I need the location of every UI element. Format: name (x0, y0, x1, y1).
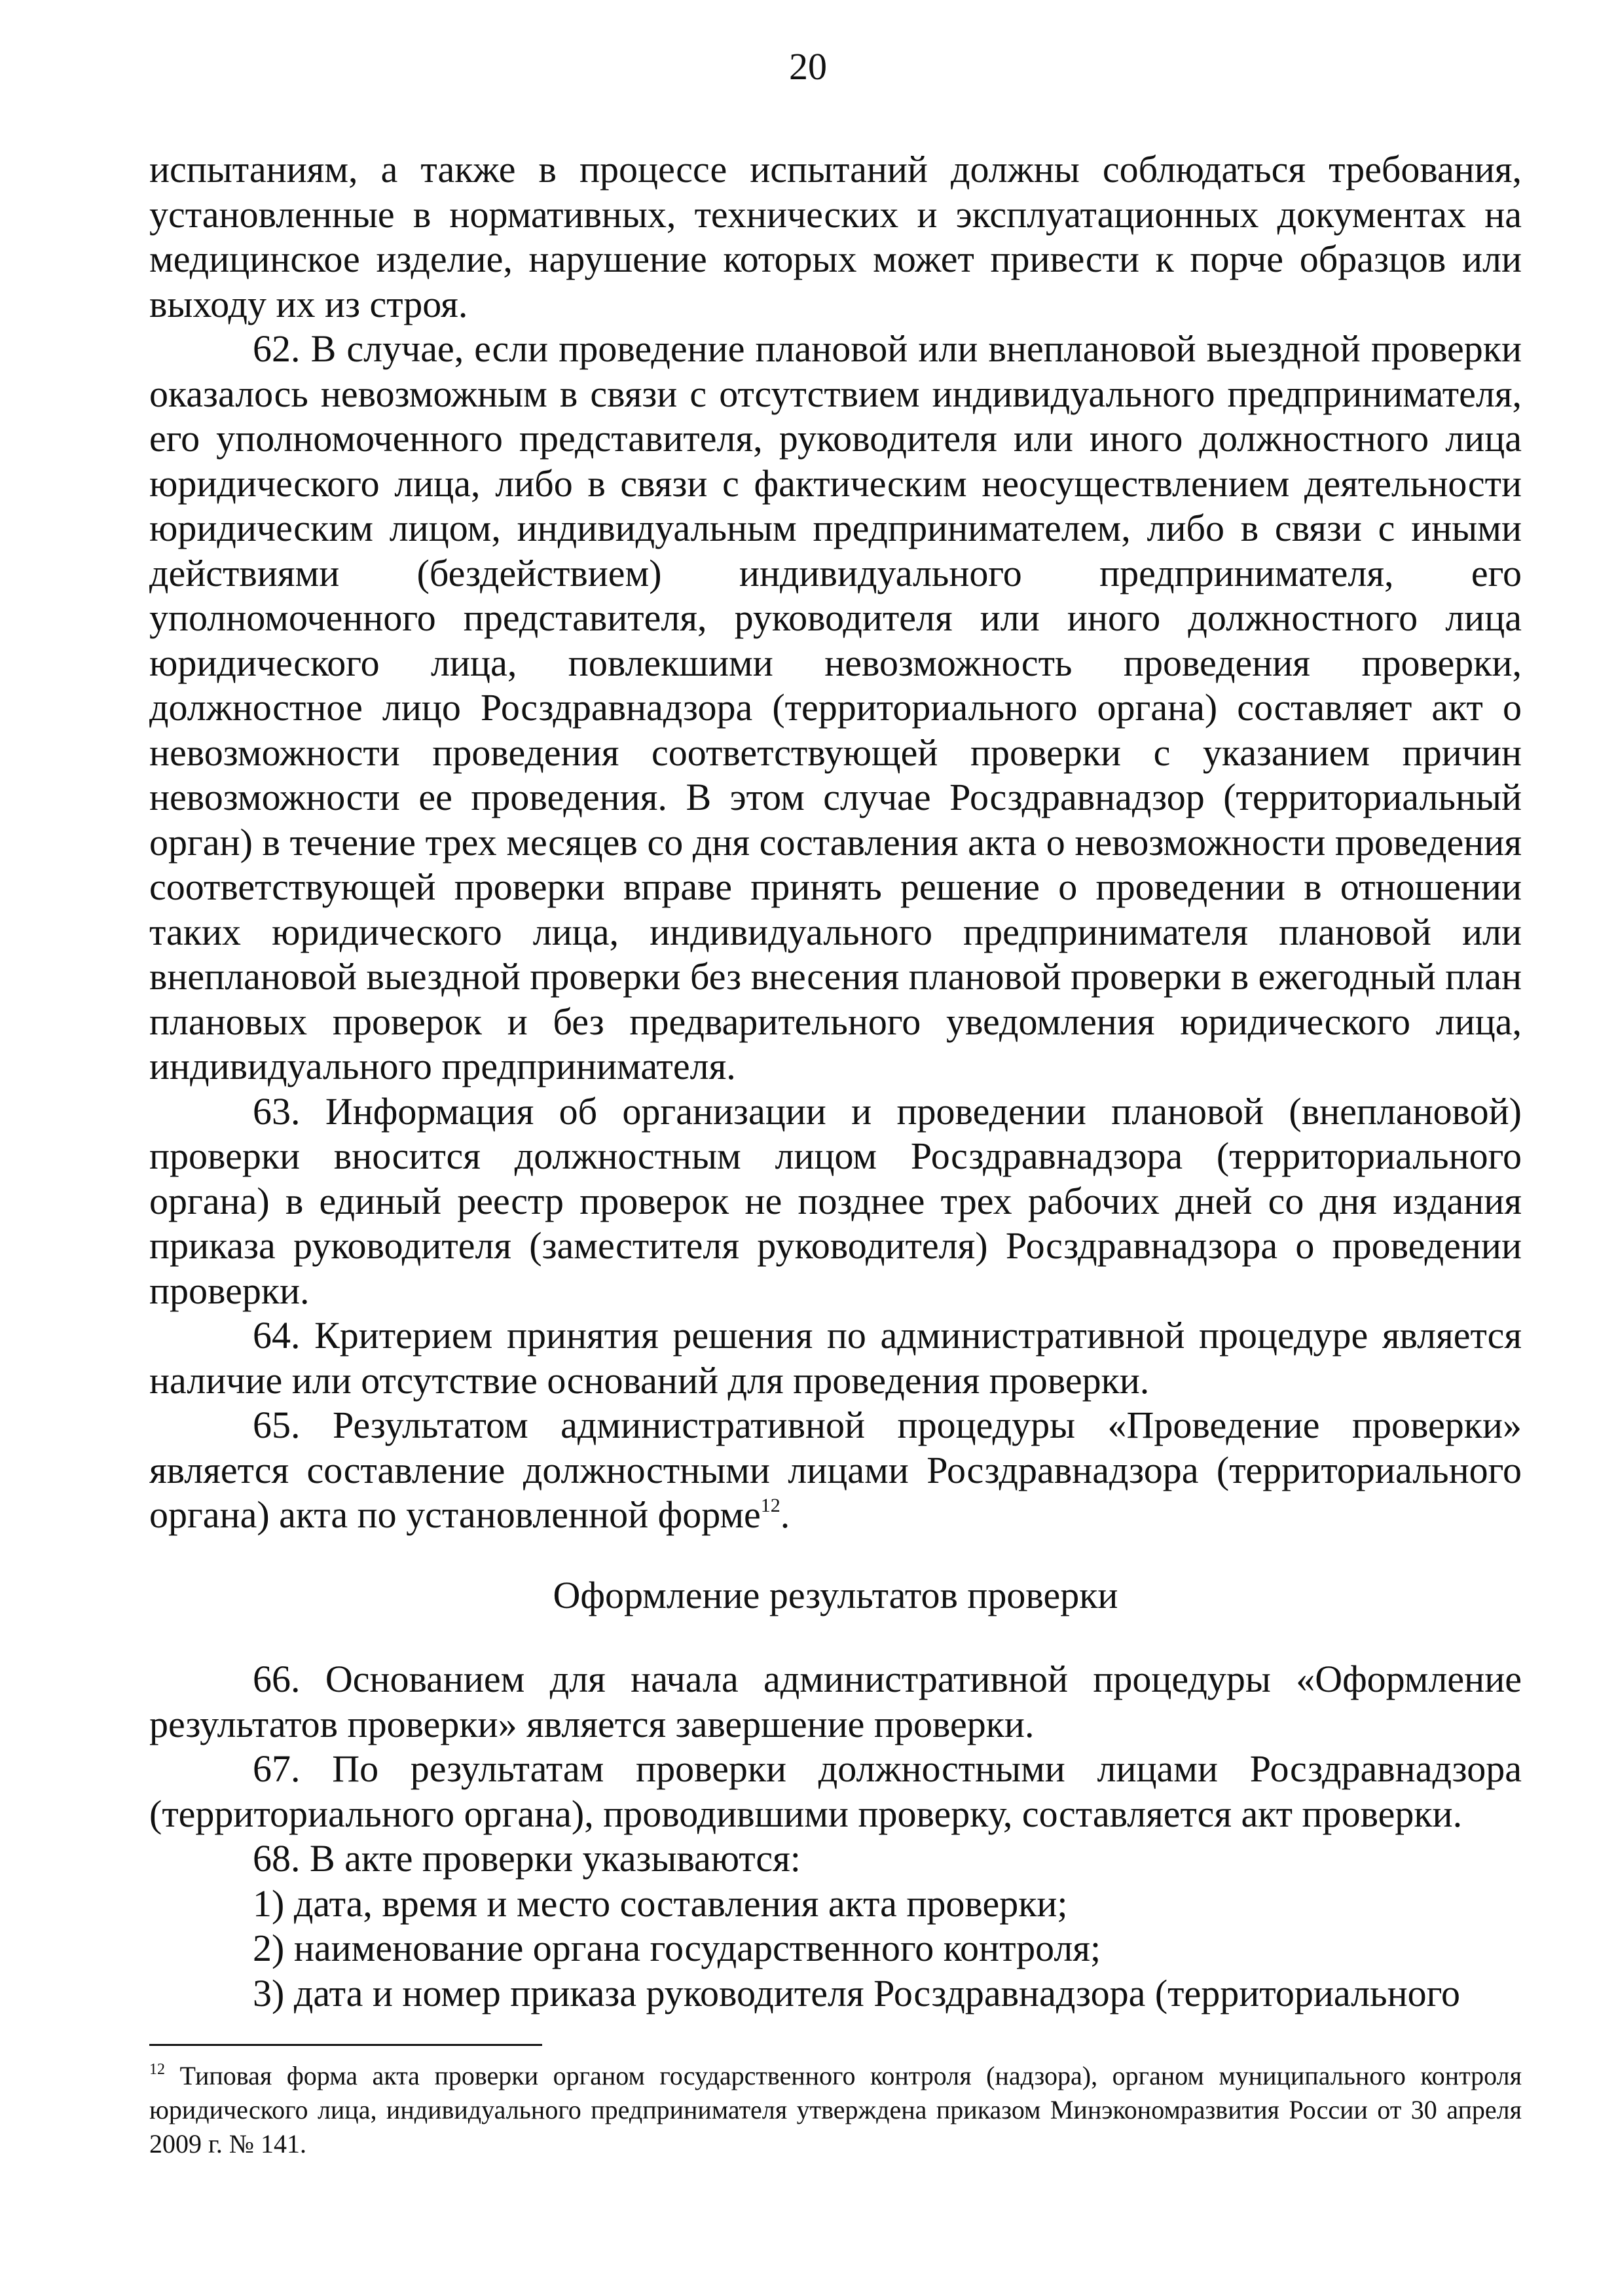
paragraph-continuation: испытаниям, а также в процессе испытаний должны соблюдаться требования, установленные в нормативных, технических и эксплуатационных документах на медицинское изделие, нарушение которых может привести к порче образцов или выходу их из строя. (149, 148, 1522, 325)
footnote-number: 12 (149, 2061, 165, 2078)
paragraph-63: 63. Информация об организации и проведении плановой (внеплановой) проверки вносится должностным лицом Росздравнадзора (территориального органа) в единый реестр проверок не позднее трех рабочих дней со дня издания приказа руководителя (заместителя руководителя) Росздравнадзора о проведении проверки. (149, 1089, 1522, 1312)
section-heading: Оформление результатов проверки (553, 1573, 1118, 1616)
list-item-2: 2) наименование органа государственного контроля; (253, 1927, 1101, 1969)
paragraph-65-tail: . (780, 1493, 790, 1536)
paragraph-64: 64. Критерием принятия решения по административной процедуре является наличие или отсутствие оснований для проведения проверки. (149, 1314, 1522, 1402)
paragraph-67: 67. По результатам проверки должностными лицами Росздравнадзора (территориального органа), проводившими проверку, составляется акт проверки. (149, 1747, 1522, 1835)
paragraph-66: 66. Основанием для начала административной процедуры «Оформление результатов проверки» является завершение проверки. (149, 1658, 1522, 1745)
paragraph-65-text: 65. Результатом административной процедуры «Проведение проверки» является составление должностными лицами Росздравнадзора (территориального органа) акта по установленной форме (149, 1404, 1522, 1536)
footnote-separator (149, 2044, 542, 2046)
paragraph-68: 68. В акте проверки указываются: (253, 1837, 801, 1880)
footnote-text: Типовая форма акта проверки органом государственного контроля (надзора), органом муниципального контроля юридического лица, индивидуального предпринимателя утверждена приказом Минэкономразвития России от 30 апреля 2009 г. № 141. (149, 2061, 1522, 2159)
list-item-1: 1) дата, время и место составления акта проверки; (253, 1882, 1068, 1925)
paragraph-62: 62. В случае, если проведение плановой или внеплановой выездной проверки оказалось невозможным в связи с отсутствием индивидуального предпринимателя, его уполномоченного представителя, руководителя или иного должностного лица юридического лица, либо в связи с фактическим неосуществлением деятельности юридическим лицом, индивидуальным предпринимателем, либо в связи с иными действиями (бездействием) индивидуального предпринимателя, его уполномоченного представителя, руководителя или иного должностного лица юридического лица, повлекшими невозможность проведения проверки, должностное лицо Росздравнадзора (территориального органа) составляет акт о невозможности проведения соответствующей проверки с указанием причин невозможности ее проведения. В этом случае Росздравнадзор (территориальный орган) в течение трех месяцев со дня составления акта о невозможности проведения соответствующей проверки вправе принять решение о проведении в отношении таких юридического лица, индивидуального предпринимателя плановой или внеплановой выездной проверки без внесения плановой проверки в ежегодный план плановых проверок и без предварительного уведомления юридического лица, индивидуального предпринимателя. (149, 327, 1522, 1087)
paragraph-65 (149, 1403, 1522, 1538)
document-body (149, 147, 1522, 2016)
footnote (149, 2059, 1522, 2161)
page-number: 20 (789, 45, 827, 88)
footnote-reference: 12 (760, 1495, 780, 1516)
list-item-3: 3) дата и номер приказа руководителя Росздравнадзора (территориального (253, 1971, 1460, 2014)
